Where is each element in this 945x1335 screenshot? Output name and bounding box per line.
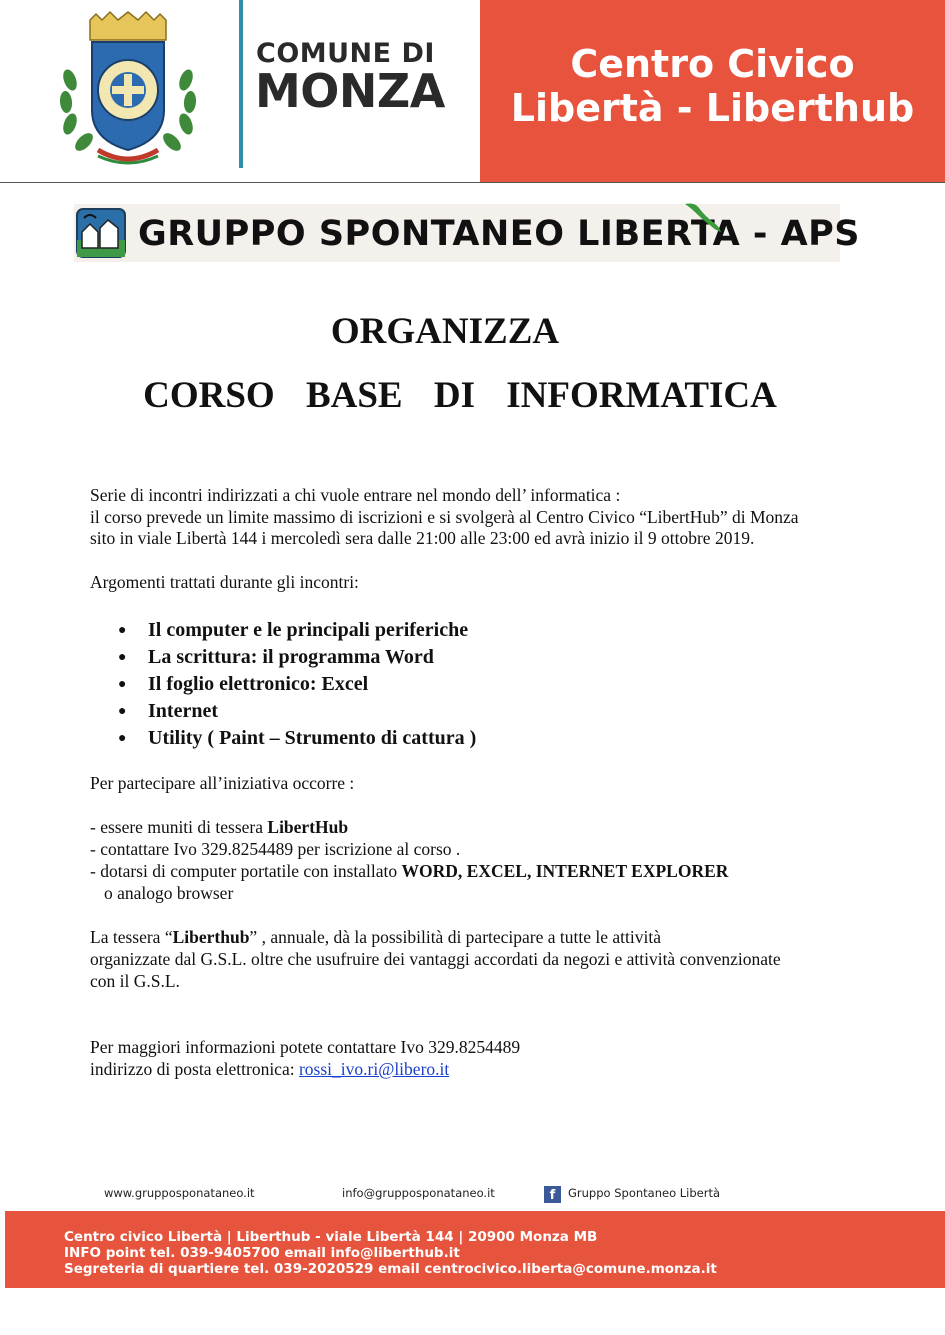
list-item: ● Il foglio elettronico: Excel — [118, 671, 476, 698]
requirement-1 — [90, 816, 348, 838]
requirement-3-continued: o analogo browser — [104, 883, 234, 903]
facebook-icon: f — [544, 1186, 561, 1203]
email-link[interactable]: rossi_ivo.ri@libero.it — [298, 1059, 450, 1079]
requirement-3 — [90, 860, 728, 882]
gsl-logo-icon — [76, 208, 126, 258]
topics-heading: Argomenti trattati durante gli incontri: — [90, 572, 359, 592]
tessera-line-1 — [90, 926, 661, 948]
list-item: ● Internet — [118, 698, 476, 725]
email-label: indirizzo di posta elettronica: — [90, 1059, 299, 1079]
course-title: CORSO BASE DI INFORMATICA — [143, 375, 777, 416]
footer-facebook-link[interactable]: Gruppo Spontaneo Libertà — [568, 1186, 721, 1200]
requirement-3-bold: WORD, EXCEL, INTERNET EXPLORER — [401, 861, 729, 881]
gsl-title-text: GRUPPO SPONTANEO LIBERTA — [138, 214, 741, 254]
tessera-rest: ” , annuale, dà la possibilità di partecipare a tutte le attività — [249, 927, 661, 947]
monza-label: MONZA — [255, 64, 445, 118]
footer-segreteria: Segreteria di quartiere tel. 039-2020529 email centrocivico.liberta@comune.monza.it — [64, 1261, 717, 1277]
italy-map-icon — [681, 200, 725, 236]
monza-coat-of-arms-icon — [48, 10, 208, 170]
intro-line-1: Serie di incontri indirizzati a chi vuole entrare nel mondo dell’ informatica : — [90, 485, 621, 505]
requirement-3-text: - dotarsi di computer portatile con installato — [90, 861, 402, 881]
header — [0, 0, 945, 183]
centro-civico-title: Centro Civico — [570, 42, 855, 86]
footer-address: Centro civico Libertà | Liberthub - viale Libertà 144 | 20900 Monza MB — [64, 1229, 598, 1245]
tessera-bold: Liberthub — [172, 927, 250, 947]
liberthub-title: Libertà - Liberthub — [510, 86, 915, 130]
tessera-prefix: La tessera “ — [90, 927, 173, 947]
footer-info-point: INFO point tel. 039-9405700 email info@liberthub.it — [64, 1245, 460, 1261]
requirement-2: - contattare Ivo 329.8254489 per iscrizione al corso . — [90, 839, 461, 859]
header-divider — [239, 0, 243, 168]
requirement-1-text: - essere muniti di tessera — [90, 817, 268, 837]
list-item: ● Utility ( Paint – Strumento di cattura ) — [118, 725, 476, 752]
gsl-aps-suffix: - APS — [740, 214, 861, 254]
list-item: ● Il computer e le principali periferiche — [118, 617, 476, 644]
tessera-line-2: organizzate dal G.S.L. oltre che usufruire dei vantaggi accordati da negozi e attività convenzionate — [90, 949, 781, 969]
footer-email-link[interactable]: info@grupposponataneo.it — [342, 1186, 495, 1200]
gsl-banner-title — [138, 214, 860, 254]
intro-line-3: sito in viale Libertà 144 i mercoledì sera dalle 21:00 alle 23:00 ed avrà inizio il 9 ottobre 2019. — [90, 528, 755, 548]
email-line — [90, 1058, 449, 1080]
topics-list — [118, 617, 476, 752]
requirements-heading: Per partecipare all’iniziativa occorre : — [90, 773, 355, 793]
tessera-line-3: con il G.S.L. — [90, 971, 180, 991]
comune-di-label: COMUNE DI — [256, 38, 435, 69]
footer-website-link[interactable]: www.grupposponataneo.it — [104, 1186, 255, 1200]
requirement-1-bold: LibertHub — [267, 817, 349, 837]
list-item: ● La scrittura: il programma Word — [118, 644, 476, 671]
intro-line-2: il corso prevede un limite massimo di iscrizioni e si svolgerà al Centro Civico “LibertHub” di Monza — [90, 507, 799, 527]
organizza-heading: ORGANIZZA — [330, 311, 560, 352]
contact-line: Per maggiori informazioni potete contattare Ivo 329.8254489 — [90, 1037, 521, 1057]
